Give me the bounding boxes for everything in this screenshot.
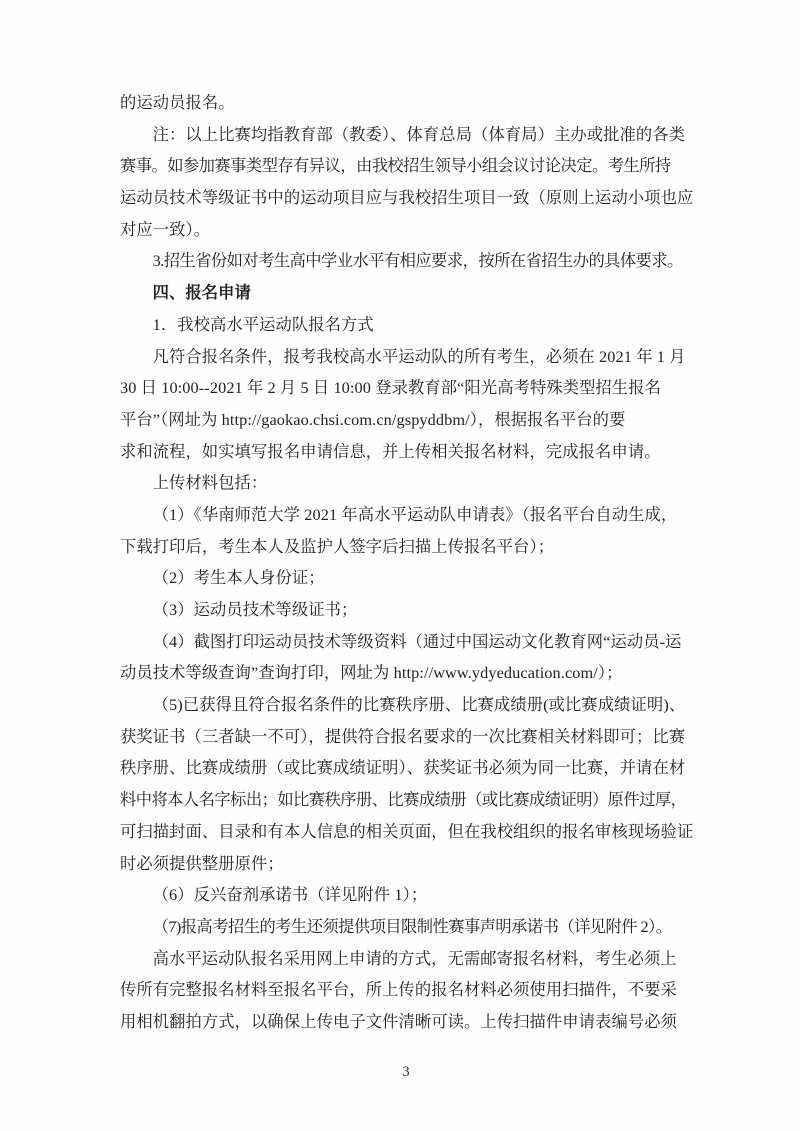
text-line: 可扫描封面、目录和有本人信息的相关页面，但在我校组织的报名审核现场验证 bbox=[120, 821, 694, 841]
text-line: 注：以上比赛均指教育部（教委）、体育总局（体育局）主办或批准的各类 bbox=[152, 124, 686, 144]
text-line: 上传材料包括： bbox=[152, 473, 268, 493]
text-line: 赛事。如参加赛事类型存有异议，由我校招生领导小组会议讨论决定。考生所持 bbox=[120, 156, 671, 176]
text-line: 高水平运动队报名采用网上申请的方式，无需邮寄报名材料，考生必须上 bbox=[152, 948, 677, 968]
text-line: 用相机翻拍方式，以确保上传电子文件清晰可读。上传扫描件申请表编号必须 bbox=[120, 1011, 677, 1031]
text-line: 秩序册、比赛成绩册（或比赛成绩证明）、获奖证书必须为同一比赛，并请在材 bbox=[120, 758, 686, 778]
text-line: （3）运动员技术等级证书； bbox=[152, 600, 358, 619]
text-line: 的运动员报名。 bbox=[120, 93, 235, 112]
text-line: （4）截图打印运动员技术等级资料（通过中国运动文化教育网“运动员-运 bbox=[152, 631, 682, 651]
text-line: （5)已获得且符合报名条件的比赛秩序册、比赛成绩册(或比赛成绩证明)、 bbox=[152, 695, 686, 715]
text-line: 求和流程，如实填写报名申请信息，并上传相关报名材料，完成报名申请。 bbox=[120, 441, 661, 461]
text-line: 下载打印后，考生本人及监护人签字后扫描上传报名平台）； bbox=[120, 536, 555, 556]
document-content bbox=[120, 87, 706, 1038]
text-line: 传所有完整报名材料至报名平台，所上传的报名材料必须使用扫描件，不要采 bbox=[120, 980, 677, 1000]
page-number: 3 bbox=[402, 1064, 410, 1080]
text-line: 30 日 10:00--2021 年 2 月 5 日 10:00 登录教育部“阳光高考特殊类型招生报名 bbox=[120, 378, 662, 398]
text-line: 动员技术等级查询”查询打印，网址为 http://www.ydyeducation.com/）； bbox=[120, 663, 623, 683]
text-line: 1．我校高水平运动队报名方式 bbox=[152, 314, 374, 334]
section-heading-line: 四、报名申请 bbox=[152, 283, 251, 303]
text-line: 3.招生省份如对考生高中学业水平有相应要求，按所在省招生办的具体要求。 bbox=[152, 251, 683, 271]
text-line: 获奖证书（三者缺一不可），提供符合报名要求的一次比赛相关材料即可；比赛 bbox=[120, 726, 686, 746]
text-line: 对应一致）。 bbox=[120, 219, 211, 239]
text-line: 凡符合报名条件，报考我校高水平运动队的所有考生，必须在 2021 年 1 月 bbox=[152, 346, 686, 366]
text-line: 时必须提供整册原件； bbox=[120, 853, 284, 873]
text-line: 料中将本人名字标出；如比赛秩序册、比赛成绩册（或比赛成绩证明）原件过厚， bbox=[120, 790, 687, 810]
text-line: （2）考生本人身份证； bbox=[152, 568, 325, 588]
text-line: 平台”（网址为 http://gaokao.chsi.com.cn/gspyddbm/），根据报名平台的要 bbox=[120, 409, 626, 429]
text-line: （7)报高考招生的考生还须提供项目限制性赛事声明承诺书（详见附件 2）。 bbox=[152, 916, 672, 936]
text-line: （6）反兴奋剂承诺书（详见附件 1）； bbox=[152, 885, 428, 905]
text-line: 运动员技术等级证书中的运动项目应与我校招生项目一致（原则上运动小项也应 bbox=[120, 188, 694, 208]
text-line: （1）《华南师范大学 2021 年高水平运动队申请表》（报名平台自动生成， bbox=[152, 504, 678, 524]
